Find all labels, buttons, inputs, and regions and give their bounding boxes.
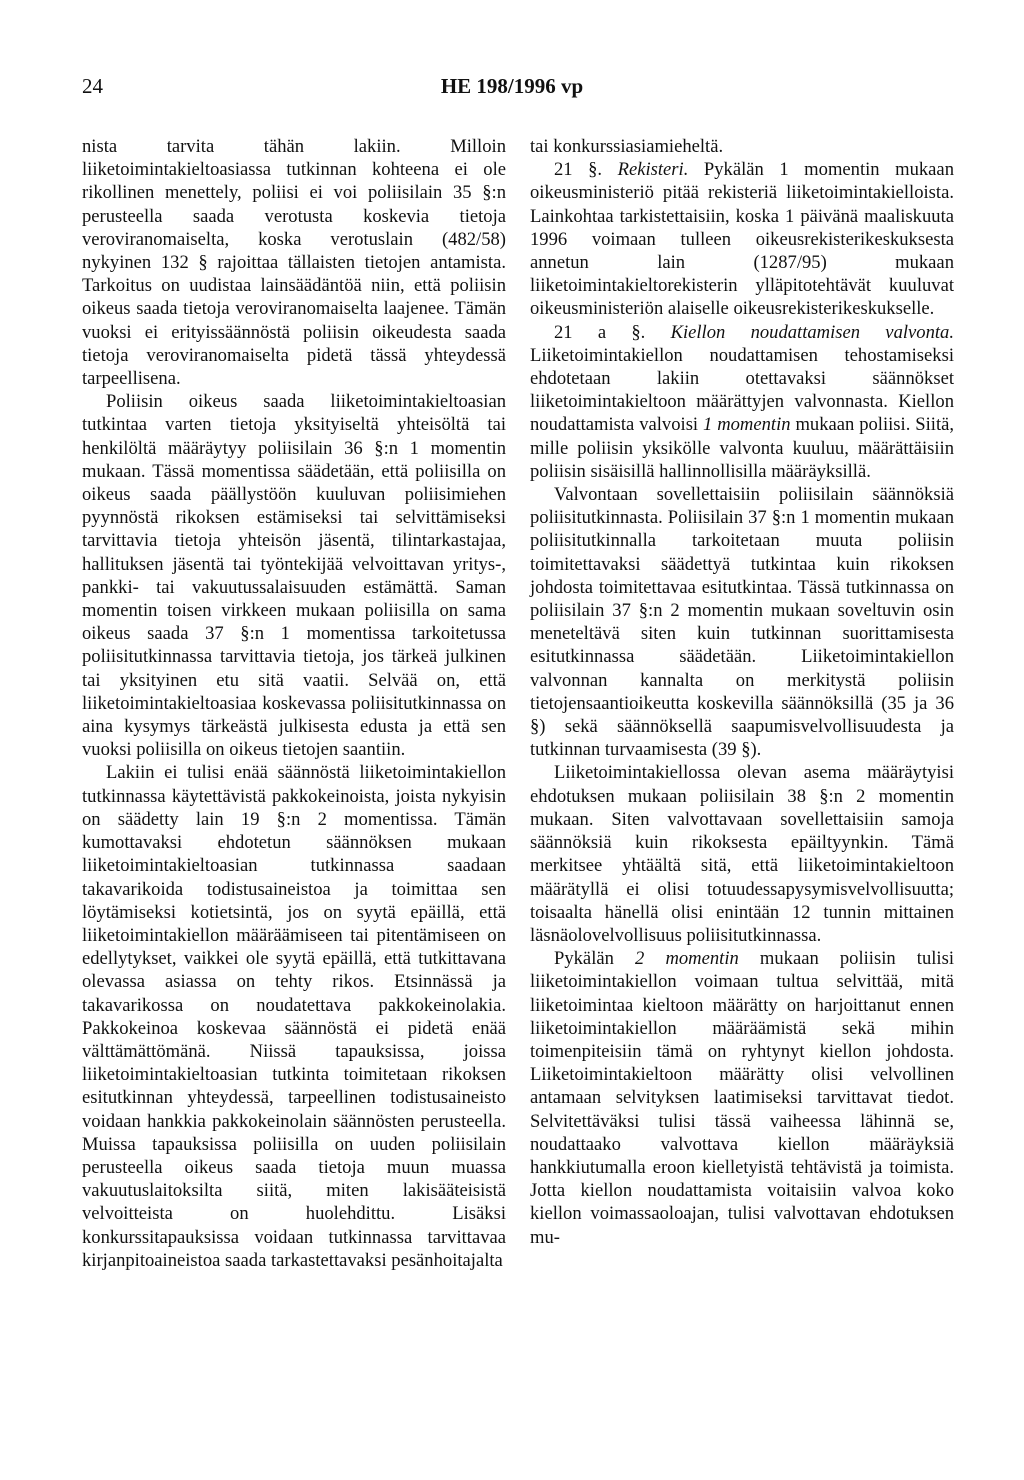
moment-2-ref: 2 momentin [635,948,739,970]
paragraph-status-of-banned: Liiketoimintakiellossa olevan asema määräytyisi ehdotuksen mukaan poliisilain 38 §:n 2 momentin mukaan. Siten valvottavaan sovellettaisiin samoja säännöksiä kuin rikoksesta epäiltyynkin. Tämä merkitsee yhtäältä sitä, että liiketoimintakieltoon määrätyllä ei olisi totuudessapysymisvelvollisuutta; toisaalta hänellä olisi enintään 12 tunnin mittainen läsnäolovelvollisuus poliisitutkinnassa. [530,762,954,946]
moment-2-body: mukaan poliisin tulisi liiketoimintakiellon voimaan tultua selvittää, mitä liiketoimintaa kieltoon määrätty on harjoittanut ennen liiketoimintakiellon määräämistä sekä mihin toimenpiteisiin tämä on ryhtynyt kiellon johdosta. Liiketoimintakieltoon määrätty olisi velvollinen antamaan selvityksen laatimiseksi tarvittavat tiedot. Selvitettäväksi tulisi tässä vaiheessa lähinnä se, noudattaako valvottava kiellon määräyksiä hankkiutumalla eroon kielletyistä tehtävistä ja toimista. Jotta kiellon noudattamista voitaisiin valvoa koko kiellon voimassaoloajan, tulisi valvottavan ehdotuksen mu- [530,948,954,1248]
running-title: HE 198/1996 vp [440,74,584,98]
section-21a-moment-ref: 1 momentin [703,414,791,436]
paragraph-moment-2 [530,947,954,1249]
paragraph-continuation: nista tarvita tähän lakiin. Milloin liiketoimintakieltoasiassa tutkinnan kohteena ei ole rikollinen menettely, poliisi ei voi poliisilain 35 §:n perusteella saada verotusta koskevia tietoja veroviranomaiselta, koska verotuslain (482/58) nykyinen 132 § rajoittaa tällaisten tietojen antamista. Tarkoitus on uudistaa lainsäädäntöä niin, että poliisin oikeus saada tietoja veroviranomaiselta laajenee. Tämän vuoksi ei erityissäännöstä poliisin oikeudesta saada tietoja veroviranomaiselta pidetä tässä yhteydessä tarpeellisena. [82,136,506,390]
page-number: 24 [82,74,103,98]
section-21a-body-b: mukaan poliisi. Siitä, mille poliisin yksikölle valvonta kuuluu, määrättäisiin poliisin sisäisillä hallinnollisilla määräyksillä. [530,414,955,482]
section-21a-body-a: Liiketoimintakiellon noudattamisen tehostamiseksi ehdotetaan lakiin otettavaksi säännökset liiketoimintakieltoon määrättyjen valvonnasta. Kiellon noudattamista valvoisi [530,344,954,436]
moment-2-lead: Pykälän [554,948,636,970]
paragraph-police-investigation: Valvontaan sovellettaisiin poliisilain säännöksiä poliisitutkinnasta. Poliisilain 37 §:n 1 momentin mukaan poliisitutkinnalla tarkoitetaan muuta poliisin toimitettavaksi säädettyä tutkintaa kuin rikoksen johdosta toimitettavaa esitutkintaa. Tässä tutkinnassa on poliisilain 37 §:n 2 momentin mukaan soveltuvin osin meneteltävä siten kuin tutkinnan suorittamisesta esitutkinnassa säädetään. Liiketoimintakiellon valvonnan kannalta on merkitystä poliisin tietojensaantioikeutta koskevilla säännöksillä (35 ja 36 §) sekä säännöksellä saapumisvelvollisuudesta ja tutkinnan turvaamisesta (39 §). [530,484,954,761]
section-21a-heading: Kiellon noudattamisen valvonta. [670,321,954,343]
paragraph-police-information-rights: Poliisin oikeus saada liiketoimintakieltoasian tutkintaa varten tietoja yksityiseltä yhteisöltä tai henkilöltä määräytyy poliisilain 36 §:n 1 momentin mukaan. Tässä momentissa säädetään, että poliisilla on oikeus saada päällystöön kuuluvan poliisimiehen pyynnöstä rikoksen estämiseksi tai selvittämiseksi tarvittavia tietoja yhteisön jäsentä, tilintarkastajaa, hallituksen jäsentä tai työntekijää velvoittavan yritys-, pankki- tai vakuutussalaisuuden estämättä. Saman momentin toisen virkkeen mukaan poliisilla on sama oikeus saada 37 §:n 1 momentissa tarkoitetussa poliisitutkinnassa tarvittavia tietoja, jos tärkeä julkinen tai yksityinen etu sitä vaatii. Selvää on, että liiketoimintakieltoasiaa koskevassa poliisitutkinnassa on aina kysymys tärkeästä julkisesta edusta ja että sen vuoksi poliisilla on oikeus tietojen saantiin. [82,391,506,761]
section-21-body: Pykälän 1 momentin mukaan oikeusministeriö pitää rekisteriä liiketoimintakielloista. Lainkohtaa tarkistettaisiin, koska 1 päivänä maaliskuuta 1996 voimaan tulleen oikeusrekisterikeskuksesta annetun lain (1287/95) mukaan liiketoimintakieltorekisterin ylläpitotehtävät kuuluvat oikeusministeriön alaiselle oikeusrekisterikeskukselle. [530,159,954,320]
left-column [82,135,506,1272]
right-column [530,135,954,1249]
paragraph-coercive-measures: Lakiin ei tulisi enää säännöstä liiketoimintakiellon tutkinnassa käytettävistä pakkokeinoista, joista nykyisin on säädetty lain 19 §:n 2 momentissa. Tämän kumottavaksi ehdotetun säännöksen mukaan liiketoimintakieltoasian tutkinnassa saadaan takavarikoida todistusaineistoa ja toimittaa sen löytämiseksi kotietsintä, jos on syytä epäillä, että liiketoimintakiellon määräämiseen tai pitentämiseen on edellytykset, vaikkei ole syytä epäillä, että tutkittavana olevassa asiassa on tehty rikos. Etsinnässä ja takavarikossa on noudatettava pakkokeinolakia. Pakkokeinoa koskevaa säännöstä ei pidetä enää välttämättömänä. Niissä tapauksissa, joissa liiketoimintakieltoasian tutkinta toimitetaan rikoksen esitutkinnan yhteydessä, tarpeellinen todistusaineisto voidaan hankkia pakkokeinolain säännösten perusteella. Muissa tapauksissa poliisilla on uuden poliisilain perusteella oikeus saada tietoja muun muassa vakuutuslaitoksilta siitä, miten lakisääteisistä velvoitteista on huolehdittu. Lisäksi konkurssitapauksissa voidaan tutkinnassa tarvittavaa kirjanpitoaineistoa saada tarkastettavaksi pesänhoitajalta [82,762,506,1271]
section-21a-supervision [530,321,954,483]
section-21-lead: 21 §. [554,159,618,181]
section-21-heading: Rekisteri. [617,159,689,181]
section-21a-lead: 21 a §. [554,321,671,343]
section-21-register [530,158,954,320]
paragraph-continuation-right: tai konkurssiasiamieheltä. [530,136,724,157]
